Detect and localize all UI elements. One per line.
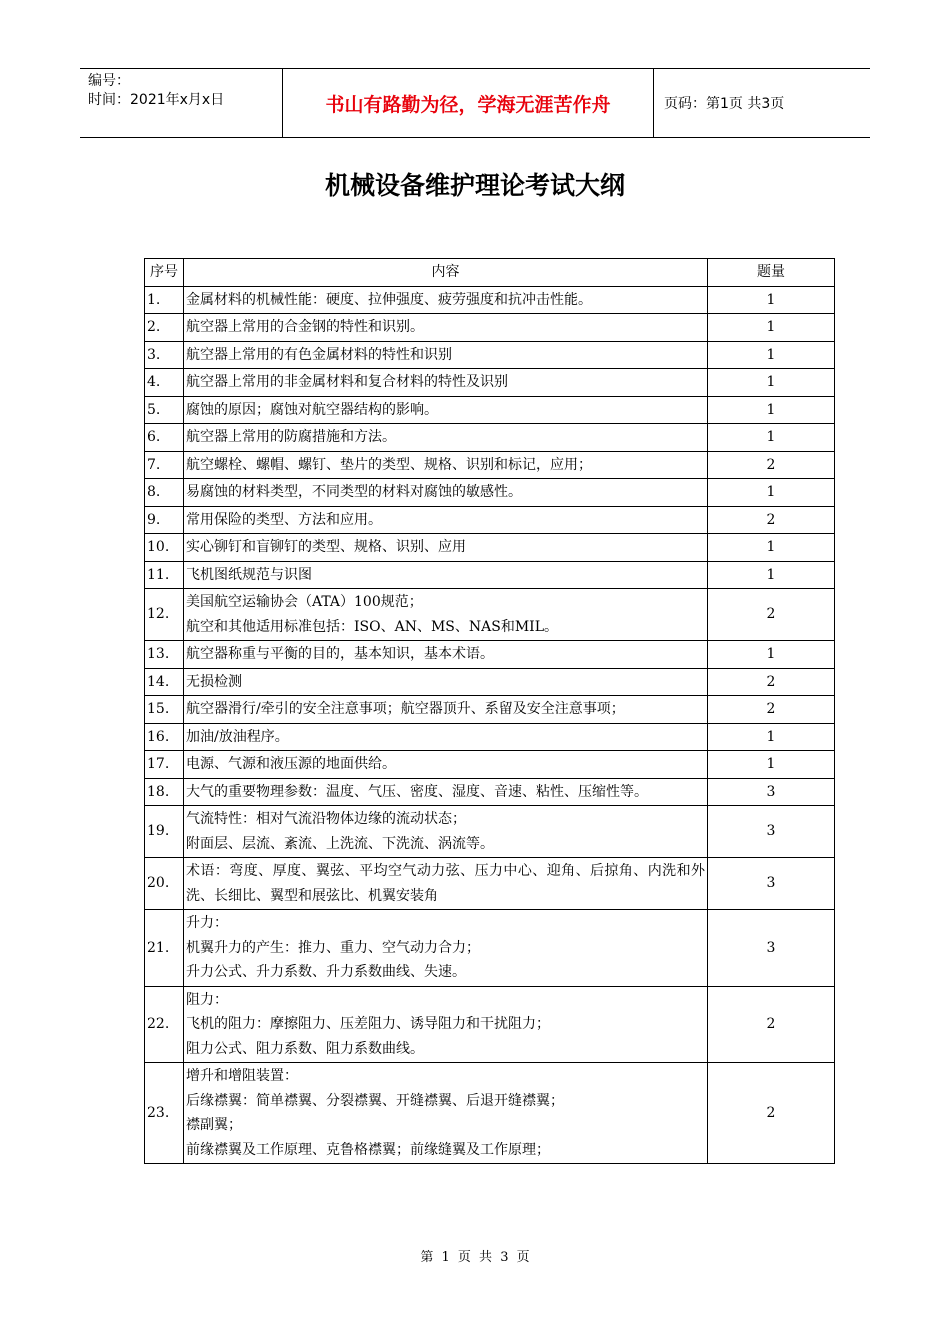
content-line: 腐蚀的原因；腐蚀对航空器结构的影响。 xyxy=(186,401,438,418)
row-question-count: 1 xyxy=(708,286,835,314)
row-question-count: 1 xyxy=(708,723,835,751)
row-content xyxy=(184,506,708,534)
table-row xyxy=(145,506,835,534)
document-title: 机械设备维护理论考试大纲 xyxy=(324,171,625,200)
row-question-count: 1 xyxy=(708,424,835,452)
content-line: 飞机的阻力：摩擦阻力、压差阻力、诱导阻力和干扰阻力； xyxy=(186,1016,550,1032)
row-content xyxy=(184,778,708,806)
row-content xyxy=(184,451,708,479)
row-question-count: 1 xyxy=(708,561,835,589)
row-question-count: 3 xyxy=(708,858,835,910)
row-question-count: 1 xyxy=(708,341,835,369)
row-question-count: 3 xyxy=(708,778,835,806)
content-line: 后缘襟翼：简单襟翼、分裂襟翼、开缝襟翼、后退开缝襟翼； xyxy=(186,1092,564,1109)
content-line: 常用保险的类型、方法和应用。 xyxy=(186,511,382,528)
table-row xyxy=(145,641,835,669)
header-no: 序号 xyxy=(145,259,184,287)
row-number: 11. xyxy=(145,561,184,589)
row-number: 19. xyxy=(145,806,184,858)
row-number: 8. xyxy=(145,479,184,507)
row-number: 9. xyxy=(145,506,184,534)
row-number: 22. xyxy=(145,986,184,1063)
table-row xyxy=(145,751,835,779)
content-line: 无损检测 xyxy=(186,673,242,690)
row-content xyxy=(184,858,708,910)
table-row xyxy=(145,314,835,342)
row-content xyxy=(184,561,708,589)
table-row xyxy=(145,424,835,452)
row-number: 7. xyxy=(145,451,184,479)
row-content xyxy=(184,369,708,397)
row-question-count: 2 xyxy=(708,506,835,534)
content-line: 气流特性：相对气流沿物体边缘的流动状态； xyxy=(186,811,466,827)
row-question-count: 2 xyxy=(708,1063,835,1164)
content-line: 升力： xyxy=(186,915,228,931)
content-line: 前缘襟翼及工作原理、克鲁格襟翼；前缘缝翼及工作原理； xyxy=(186,1141,550,1158)
row-content xyxy=(184,396,708,424)
row-number: 21. xyxy=(145,910,184,987)
content-line: 增升和增阻装置： xyxy=(186,1068,298,1084)
row-content xyxy=(184,910,708,987)
header-meta xyxy=(80,69,282,137)
table-header-row xyxy=(145,259,835,287)
table-row xyxy=(145,561,835,589)
content-line: 升力公式、升力系数、升力系数曲线、失速。 xyxy=(186,964,466,980)
content-line: 美国航空运输协会（ATA）100规范； xyxy=(186,594,423,610)
row-question-count: 2 xyxy=(708,668,835,696)
table-row xyxy=(145,696,835,724)
content-line: 航空器上常用的防腐措施和方法。 xyxy=(186,429,396,445)
row-content xyxy=(184,986,708,1063)
row-content xyxy=(184,668,708,696)
page-footer: 第 1 页 共 3 页 xyxy=(420,1250,530,1265)
content-line: 术语：弯度、厚度、翼弦、平均空气动力弦、压力中心、迎角、后掠角、内洗和外洗、长细比、翼型和展弦比、机翼安装角 xyxy=(186,863,705,904)
row-content xyxy=(184,696,708,724)
table-row xyxy=(145,806,835,858)
content-line: 航空器滑行/牵引的安全注意事项；航空器顶升、系留及安全注意事项； xyxy=(186,701,625,717)
content-line: 电源、气源和液压源的地面供给。 xyxy=(186,756,396,772)
table-row xyxy=(145,451,835,479)
row-number: 18. xyxy=(145,778,184,806)
row-content xyxy=(184,479,708,507)
table-row xyxy=(145,341,835,369)
row-question-count: 1 xyxy=(708,534,835,562)
row-content xyxy=(184,314,708,342)
row-number: 1. xyxy=(145,286,184,314)
table-row xyxy=(145,723,835,751)
content-line: 航空器称重与平衡的目的，基本知识，基本术语。 xyxy=(186,646,494,662)
content-line: 阻力公式、阻力系数、阻力系数曲线。 xyxy=(186,1040,424,1057)
row-content xyxy=(184,341,708,369)
page-header xyxy=(80,68,870,138)
row-content xyxy=(184,723,708,751)
row-content xyxy=(184,751,708,779)
content-line: 加油/放油程序。 xyxy=(186,728,289,745)
table-row xyxy=(145,396,835,424)
row-content xyxy=(184,806,708,858)
row-number: 16. xyxy=(145,723,184,751)
table-row xyxy=(145,369,835,397)
row-number: 20. xyxy=(145,858,184,910)
content-line: 附面层、层流、紊流、上洗流、下洗流、涡流等。 xyxy=(186,835,494,852)
row-content xyxy=(184,534,708,562)
row-number: 2. xyxy=(145,314,184,342)
row-content xyxy=(184,424,708,452)
content-line: 易腐蚀的材料类型，不同类型的材料对腐蚀的敏感性。 xyxy=(186,484,522,500)
content-line: 航空器上常用的合金钢的特性和识别。 xyxy=(186,319,424,335)
syllabus-table xyxy=(144,258,835,1164)
header-motto: 书山有路勤为径，学海无涯苦作舟 xyxy=(282,69,654,137)
content-line: 金属材料的机械性能：硬度、拉伸强度、疲劳强度和抗冲击性能。 xyxy=(186,291,592,308)
row-question-count: 3 xyxy=(708,806,835,858)
content-line: 实心铆钉和盲铆钉的类型、规格、识别、应用 xyxy=(186,539,466,555)
row-number: 12. xyxy=(145,589,184,641)
row-question-count: 1 xyxy=(708,479,835,507)
header-page-info: 页码：第1页 共3页 xyxy=(664,96,785,112)
table-row xyxy=(145,986,835,1063)
table-row xyxy=(145,668,835,696)
table-row xyxy=(145,1063,835,1164)
table-row xyxy=(145,589,835,641)
content-line: 大气的重要物理参数：温度、气压、密度、湿度、音速、粘性、压缩性等。 xyxy=(186,783,648,800)
row-question-count: 1 xyxy=(708,396,835,424)
table-row xyxy=(145,286,835,314)
table-row xyxy=(145,479,835,507)
content-line: 襟副翼； xyxy=(186,1117,242,1133)
content-line: 航空和其他适用标准包括：ISO、AN、MS、NAS和MIL。 xyxy=(186,618,558,635)
time-label: 时间：2021年x月x日 xyxy=(88,92,225,108)
row-number: 13. xyxy=(145,641,184,669)
row-question-count: 1 xyxy=(708,369,835,397)
content-line: 飞机图纸规范与识图 xyxy=(186,566,312,583)
number-label: 编号： xyxy=(88,73,130,89)
row-question-count: 1 xyxy=(708,641,835,669)
row-question-count: 2 xyxy=(708,986,835,1063)
row-content xyxy=(184,1063,708,1164)
content-line: 航空螺栓、螺帽、螺钉、垫片的类型、规格、识别和标记，应用； xyxy=(186,456,592,473)
row-question-count: 2 xyxy=(708,589,835,641)
row-number: 10. xyxy=(145,534,184,562)
content-line: 航空器上常用的有色金属材料的特性和识别 xyxy=(186,346,452,363)
row-content xyxy=(184,641,708,669)
header-count: 题量 xyxy=(708,259,835,287)
row-question-count: 2 xyxy=(708,451,835,479)
table-row xyxy=(145,910,835,987)
row-question-count: 1 xyxy=(708,751,835,779)
table-row xyxy=(145,534,835,562)
row-content xyxy=(184,589,708,641)
row-number: 6. xyxy=(145,424,184,452)
content-line: 航空器上常用的非金属材料和复合材料的特性及识别 xyxy=(186,374,508,390)
row-question-count: 2 xyxy=(708,696,835,724)
row-number: 17. xyxy=(145,751,184,779)
table-row xyxy=(145,858,835,910)
row-number: 14. xyxy=(145,668,184,696)
row-number: 5. xyxy=(145,396,184,424)
table-row xyxy=(145,778,835,806)
row-content xyxy=(184,286,708,314)
row-question-count: 3 xyxy=(708,910,835,987)
row-number: 23. xyxy=(145,1063,184,1164)
content-line: 阻力： xyxy=(186,991,228,1008)
row-question-count: 1 xyxy=(708,314,835,342)
header-content: 内容 xyxy=(184,259,708,287)
row-number: 15. xyxy=(145,696,184,724)
row-number: 4. xyxy=(145,369,184,397)
row-number: 3. xyxy=(145,341,184,369)
content-line: 机翼升力的产生：推力、重力、空气动力合力； xyxy=(186,939,480,956)
